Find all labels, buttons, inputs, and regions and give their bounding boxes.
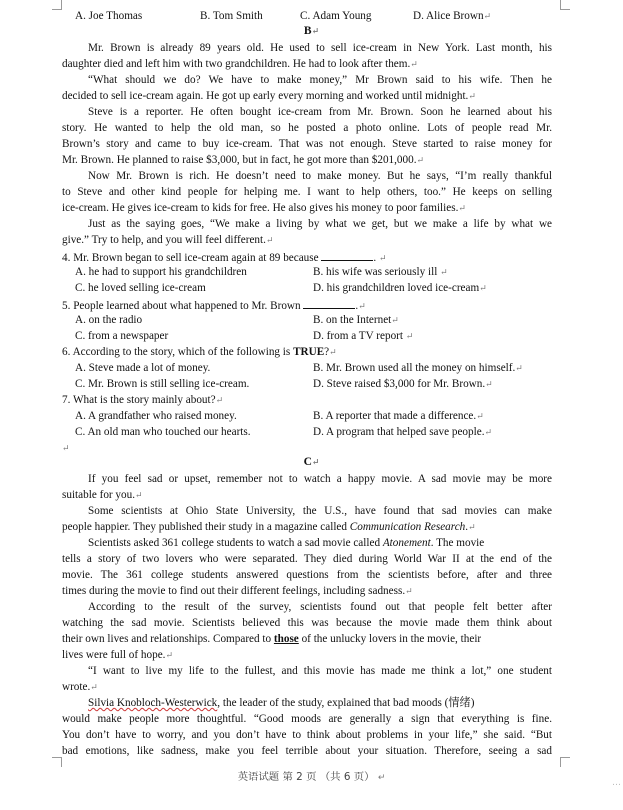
b-line: Just as the saying goes, “We make a living by what we get, but we make a life by what we xyxy=(88,218,552,230)
q6-option-c: C. Mr. Brown is still selling ice-cream. xyxy=(75,378,250,390)
c-line: people happier. They published their study in a magazine called Communication Research.↵ xyxy=(62,521,476,533)
edge-mark: … xyxy=(612,778,621,788)
b-line: story. He wanted to help the old man, so he posted a photo online. Lots of people read Mr. xyxy=(62,122,552,134)
c-line: You don’t have to worry, and you don’t have to think about problems in your life,” she said. “But xyxy=(62,729,552,741)
crop-mark-top-left xyxy=(52,0,62,10)
b-line: “What should we do? We have to make money,” Mr Brown said to his wife. Then he xyxy=(88,74,552,86)
b-line: ice-cream. He gives ice-cream to kids for free. He also gives his money to poor families.↵ xyxy=(62,202,466,214)
q5-option-d: D. from a TV report ↵ xyxy=(313,330,414,342)
question-4-stem: 4. Mr. Brown began to sell ice-cream again at 89 because . ↵ xyxy=(62,249,552,267)
q6-option-a: A. Steve made a lot of money. xyxy=(75,362,211,374)
question-7-stem: 7. What is the story mainly about?↵ xyxy=(62,394,224,406)
c-line: wrote.↵ xyxy=(62,681,98,693)
option-a: A. Joe Thomas xyxy=(75,10,143,22)
q6-option-d: D. Steve raised $3,000 for Mr. Brown.↵ xyxy=(313,378,493,390)
b-line: Mr. Brown. He planned to raise $3,000, but in fact, he got more than $201,000.↵ xyxy=(62,154,425,166)
question-6-stem: 6. According to the story, which of the following is TRUE?↵ xyxy=(62,346,337,358)
q7-option-c: C. An old man who touched our hearts. xyxy=(75,426,251,438)
option-d: D. Alice Brown↵ xyxy=(413,10,492,22)
c-line: would make people more thoughtful. “Good moods are generally a sign that everything is fine. xyxy=(62,713,552,725)
section-c-heading: C↵ xyxy=(303,456,320,468)
q5-option-a: A. on the radio xyxy=(75,314,143,326)
c-line: times during the movie to find out their different feelings, including sadness.↵ xyxy=(62,585,413,597)
c-line: movie. The 361 college students answered questions from the scientists before, after and three xyxy=(62,569,552,581)
q5-option-c: C. from a newspaper xyxy=(75,330,169,342)
c-line: Silvia Knobloch-Westerwick, the leader of the study, explained that bad moods (情绪) xyxy=(88,697,475,709)
c-line: lives were full of hope.↵ xyxy=(62,649,173,661)
c-line: According to the result of the survey, scientists found out that people felt better after xyxy=(88,601,552,613)
c-line: suitable for you.↵ xyxy=(62,489,143,501)
b-line: Brown’s story and came to buy ice-cream. That was not enough. Steve started to raise money for xyxy=(62,138,552,150)
q4-option-b: B. his wife was seriously ill ↵ xyxy=(313,266,448,278)
section-b-heading: B↵ xyxy=(303,25,320,37)
b-line: daughter died and left him with two grandchildren. He had to look after them.↵ xyxy=(62,58,418,70)
q7-option-b: B. A reporter that made a difference.↵ xyxy=(313,410,484,422)
crop-mark-top-right xyxy=(560,0,570,10)
c-line: Some scientists at Ohio State University, the U.S., have found that sad movies can make xyxy=(88,505,552,517)
empty-paragraph-mark: ↵ xyxy=(62,443,70,453)
q7-option-a: A. A grandfather who raised money. xyxy=(75,410,237,422)
crop-mark-bottom-left xyxy=(52,757,62,767)
q4-option-d: D. his grandchildren loved ice-cream↵ xyxy=(313,282,487,294)
c-line: tells a story of two lovers who were separated. They died during World War II at the end of the xyxy=(62,553,552,565)
option-b: B. Tom Smith xyxy=(200,10,263,22)
c-line: Scientists asked 361 college students to watch a sad movie called Atonement. The movie xyxy=(88,537,485,549)
c-line: their own lives and relationships. Compared to those of the unlucky lovers in the movie, their xyxy=(62,633,482,645)
c-line: If you feel sad or upset, remember not to watch a happy movie. A sad movie may be more xyxy=(88,473,552,485)
c-line: watching the sad movie. Scientists believed this was because the movie made them think about xyxy=(62,617,552,629)
q5-option-b: B. on the Internet↵ xyxy=(313,314,399,326)
b-line: Mr. Brown is already 89 years old. He used to sell ice-cream in New York. Last month, his xyxy=(88,42,552,54)
c-line: bad emotions, like sadness, make you feel terrible about your situation. Therefore, seeing a sad xyxy=(62,745,552,757)
b-line: Now Mr. Brown is rich. He doesn’t need to make money. But he says, “I’m really thankful xyxy=(88,170,552,182)
q6-option-b: B. Mr. Brown used all the money on himself.↵ xyxy=(313,362,523,374)
b-line: to Steve and other kind people for helping me. I want to help others, too.” He keeps on selling xyxy=(62,186,552,198)
c-line: “I want to live my life to the fullest, and this movie has made me think a lot,” one student xyxy=(88,665,552,677)
b-line: give.” Try to help, and you will feel different.↵ xyxy=(62,234,274,246)
question-5-stem: 5. People learned about what happened to Mr. Brown .↵ xyxy=(62,297,552,315)
q7-option-d: D. A program that helped save people.↵ xyxy=(313,426,493,438)
option-c: C. Adam Young xyxy=(300,10,372,22)
page-footer: 英语试题 第 2 页 （共 6 页） ↵ xyxy=(237,771,386,783)
q4-option-c: C. he loved selling ice-cream xyxy=(75,282,206,294)
b-line: Steve is a reporter. He often bought ice-cream from Mr. Brown. Soon he learned about his xyxy=(88,106,552,118)
crop-mark-bottom-right xyxy=(560,757,570,767)
q4-option-a: A. he had to support his grandchildren xyxy=(75,266,247,278)
b-line: decided to sell ice-cream again. He got up early every morning and worked until midnight.↵ xyxy=(62,90,476,102)
